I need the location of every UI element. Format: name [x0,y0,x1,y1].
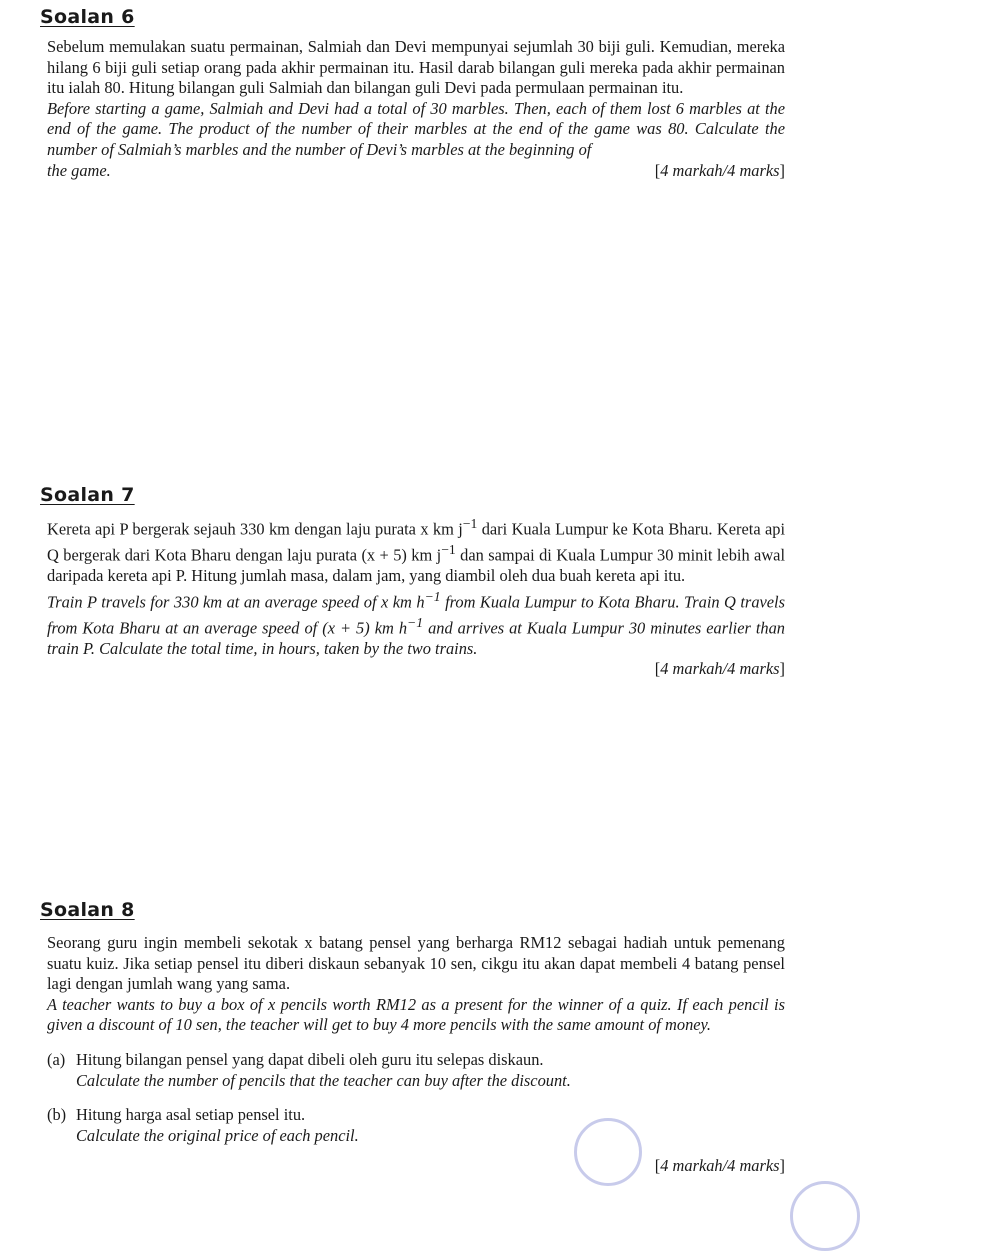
question-6-footer [47,161,785,182]
annotation-circle-icon [574,1118,642,1186]
part-label: (b) [47,1105,67,1125]
exponent: −1 [407,614,424,630]
exponent: −1 [462,516,478,531]
part-label: (a) [47,1049,66,1069]
question-8-malay-text: Seorang guru ingin membeli sekotak x batang pensel yang berharga RM12 sebagai hadiah untuk pemenang suatu kuiz. Jika setiap pensel itu diberi diskaun sebanyak 10 sen, cikgu itu akan dapat membeli 4 batang pensel lagi dengan jumlah wang yang sama. [47,933,785,994]
question-8-part-b [47,1105,785,1146]
part-malay-text: Hitung harga asal setiap pensel itu. [76,1105,306,1125]
part-malay-text: Hitung bilangan pensel yang dapat dibeli oleh guru itu selepas diskaun. [76,1049,544,1069]
part-english-text: Calculate the number of pencils that the teacher can buy after the discount. [76,1070,571,1090]
question-6-block [47,37,785,181]
question-7-marks: [4 markah/4 marks] [654,659,785,679]
question-7-block [47,514,785,680]
question-6-marks: [4 markah/4 marks] [654,160,785,180]
question-8-block [47,933,785,1177]
question-7-malay-text: Kereta api P bergerak sejauh 330 km dengan laju purata x km $j^{-1}$ dari Kuala Lumpur ke Kota Bharu. Kereta api Q bergerak dari Kota Bharu dengan laju purata (x + 5) km $j^{-1}$ dan sampai di Kuala Lumpur 30 minit lebih awal daripada kereta api P. Hitung jumlah masa, dalam jam, yang diambil oleh dua buah kereta api itu. [47,516,785,586]
question-6-english-tail: the game. [47,160,111,180]
question-7-heading: Soalan 7 [40,484,135,506]
question-8-marks: [4 markah/4 marks] [654,1156,785,1176]
question-8-parts [47,1050,785,1146]
question-6-malay-text: Sebelum memulakan suatu permainan, Salmiah dan Devi mempunyai sejumlah 30 biji guli. Kemudian, mereka hilang 6 biji guli setiap orang pada akhir permainan itu. Hasil darab bilangan guli mereka pada akhir permainan itu ialah 80. Hitung bilangan guli Salmiah dan bilangan guli Devi pada permulaan permainan itu. [47,37,785,98]
question-8-part-a [47,1050,785,1091]
exponent: −1 [441,542,456,558]
question-7-english-text: Train P travels for 330 km at an average speed of x km $h^{-1}$ from Kuala Lumpur to Kota Bharu. Train Q travels from Kota Bharu at an average speed of (x + 5) km $h^{-1}$ and arrives at Kuala Lumpur 30 minutes earlier than train P. Calculate the total time, in hours, taken by the two trains. [47,588,785,658]
question-8-heading: Soalan 8 [40,899,135,921]
question-6-english-text: Before starting a game, Salmiah and Devi had a total of 30 marbles. Then, each of them lost 6 marbles at the end of the game. The product of the number of their marbles at the end of the game was 80. Calculate the number of Salmiah’s marbles and the number of Devi’s marbles at the beginning of [47,98,785,159]
exponent: −1 [424,588,441,604]
question-6-heading: Soalan 6 [40,6,135,28]
question-8-english-text: A teacher wants to buy a box of x pencils worth RM12 as a present for the winner of a quiz. If each pencil is given a discount of 10 sen, the teacher will get to buy 4 more pencils with the same amount of money. [47,994,785,1035]
annotation-circle-icon [790,1181,860,1251]
part-english-text: Calculate the original price of each pencil. [76,1125,359,1145]
